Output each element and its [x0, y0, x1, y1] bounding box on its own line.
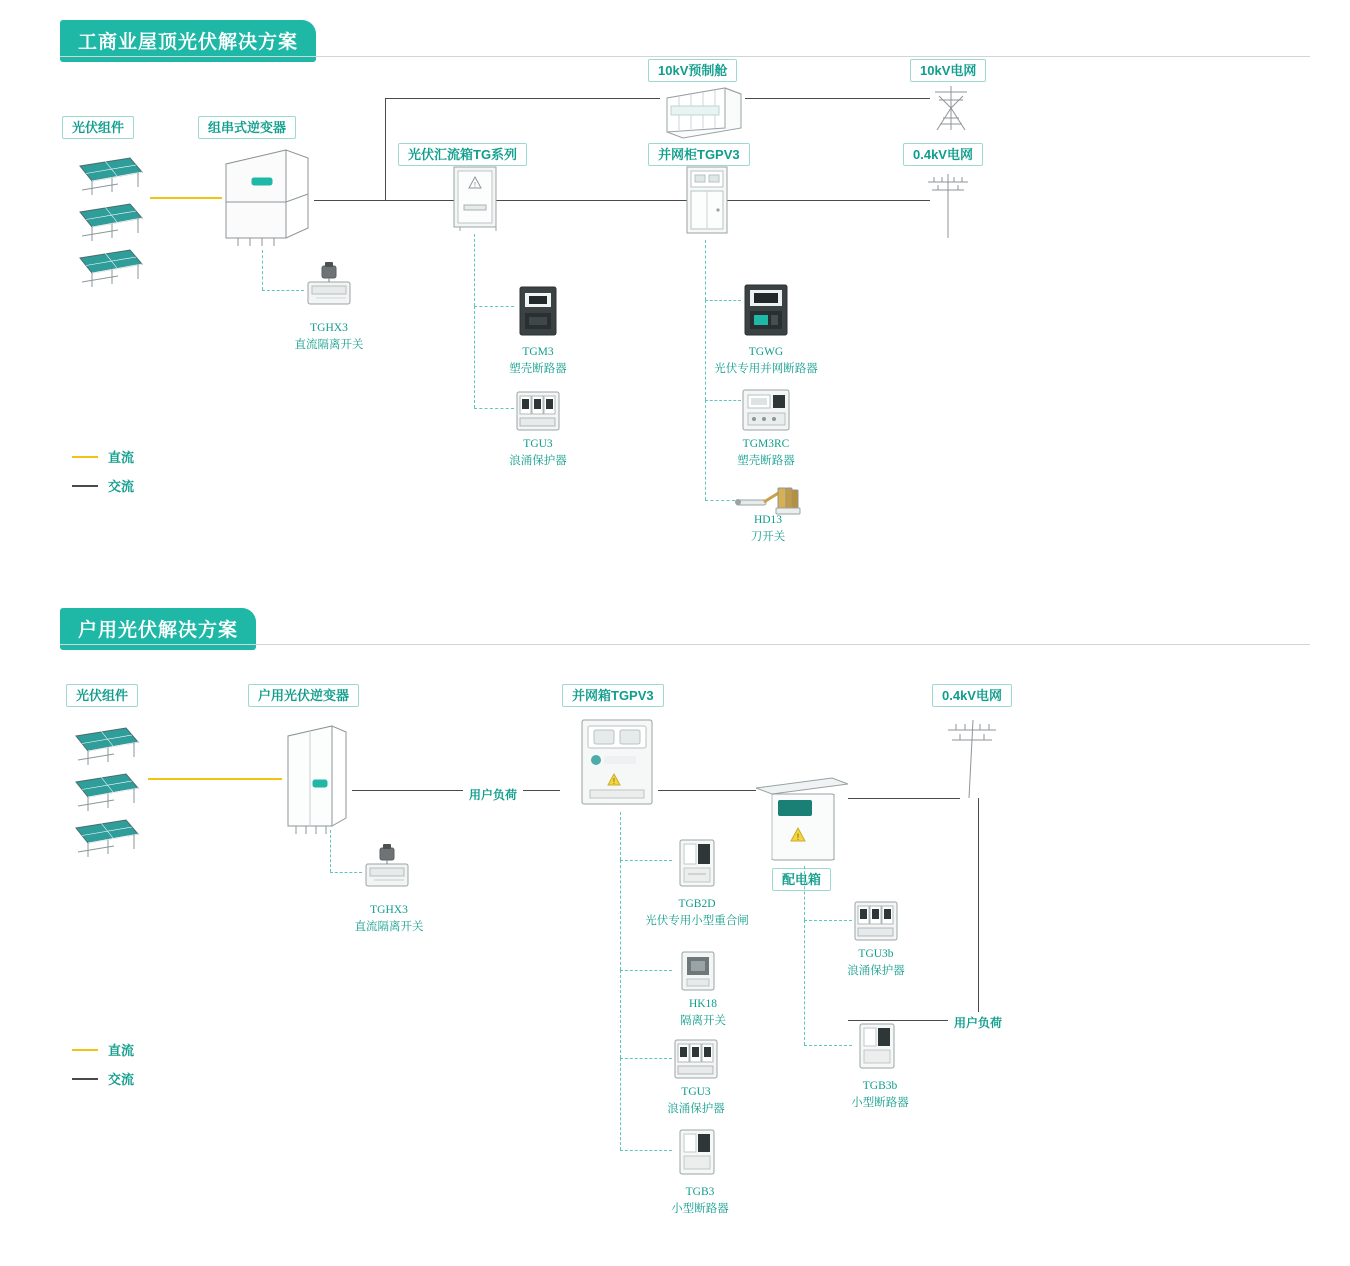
legend-swatch-dc-residential: [72, 1049, 98, 1051]
tag-pv-modules-residential: 光伏组件: [66, 684, 138, 707]
caption-tgm3rc: TGM3RC 塑壳断路器: [737, 438, 795, 467]
tag-distribution-box: 配电箱: [772, 868, 831, 891]
tag-grid-04kv-commercial: 0.4kV电网: [903, 143, 983, 166]
dash-cabinet-chain-v1: [705, 240, 706, 300]
device-tgu3-residential: [672, 1036, 720, 1084]
load-tag-right: 用户负荷: [948, 1012, 1008, 1033]
distribution-pole-04kv-commercial: [920, 168, 976, 240]
ac-line-inverter-gridbox: [352, 790, 560, 791]
legend-label-ac-commercial: 交流: [108, 479, 135, 494]
dc-line-pv-inverter-residential: [148, 778, 282, 780]
legend-label-ac-residential: 交流: [108, 1072, 135, 1087]
device-tgb3-lower: [676, 1128, 718, 1176]
legend-label-dc-residential: 直流: [108, 1043, 135, 1058]
device-tgu3-commercial: [514, 388, 562, 436]
grid-box-device: [580, 718, 658, 808]
dash-home-inverter-tghx3-h: [330, 872, 362, 873]
ac-line-cabin-to-10kv-grid: [745, 98, 930, 99]
distribution-pole-04kv-residential: [938, 712, 1008, 800]
ac-line-inverter-to-grid-cabinet: [314, 200, 714, 201]
legend-row-dc-residential: [72, 1040, 134, 1059]
tag-grid-cabinet: 并网柜TGPV3: [648, 143, 750, 166]
dash-cabinet-hd13-h: [705, 500, 735, 501]
dash-distribution-tgb3-h: [804, 1045, 852, 1046]
legend-row-ac-residential: [72, 1069, 134, 1088]
dash-gridbox-hk18-h: [620, 970, 672, 971]
dash-gridbox-tgb3-h: [620, 1150, 672, 1151]
dash-distribution-chain-v1: [804, 866, 805, 920]
dash-gridbox-chain-v4: [620, 1058, 621, 1150]
load-tag-left: 用户负荷: [463, 784, 523, 805]
legend-row-dc-commercial: [72, 447, 134, 466]
legend-swatch-dc-commercial: [72, 456, 98, 458]
caption-tghx3-commercial: TGHX3 直流隔离开关: [294, 322, 364, 351]
device-tgb3-distribution: [856, 1022, 898, 1070]
device-tgm3: [516, 285, 560, 337]
tag-home-inverter: 户用光伏逆变器: [248, 684, 359, 707]
legend-swatch-ac-residential: [72, 1078, 98, 1080]
ac-line-cabinet-to-04kv-grid: [725, 200, 930, 201]
tag-combiner-box: 光伏汇流箱TG系列: [398, 143, 527, 166]
combiner-box-device: [452, 165, 500, 233]
dash-combiner-chain-v: [474, 234, 475, 306]
dash-combiner-tgu3-h: [474, 408, 514, 409]
ac-line-gridbox-distribution: [658, 790, 756, 791]
tag-grid-10kv: 10kV电网: [910, 59, 986, 82]
tag-pv-modules-commercial: 光伏组件: [62, 116, 134, 139]
caption-tghx3-residential: TGHX3 直流隔离开关: [354, 904, 424, 933]
caption-tgb3-distribution: TGB3b 小型断路器: [851, 1080, 909, 1109]
svg-text:!: !: [612, 777, 616, 786]
caption-hd13: HD13 刀开关: [750, 514, 786, 543]
section-title-residential: 户用光伏解决方案: [60, 608, 256, 650]
tag-grid-box: 并网箱TGPV3: [562, 684, 664, 707]
home-inverter-device: [280, 718, 352, 836]
tag-grid-04kv-residential: 0.4kV电网: [932, 684, 1012, 707]
device-tgb2d: [676, 838, 718, 888]
ac-line-top-to-cabin: [385, 98, 660, 99]
caption-tgm3: TGM3 塑壳断路器: [509, 346, 567, 375]
legend-residential: [72, 1040, 134, 1098]
tag-prefab-cabin: 10kV预制舱: [648, 59, 737, 82]
dash-inverter-tghx3-h: [262, 290, 304, 291]
legend-swatch-ac-commercial: [72, 485, 98, 487]
dash-gridbox-chain-v3: [620, 970, 621, 1058]
section-title-commercial: 工商业屋顶光伏解决方案: [60, 20, 316, 62]
section-rule-residential: [60, 644, 1310, 645]
dash-cabinet-tgm3rc-h: [705, 400, 741, 401]
dc-line-pv-inverter-commercial: [150, 197, 222, 199]
caption-tgu3-distribution: TGU3b 浪涌保护器: [847, 948, 905, 977]
legend-commercial: [72, 447, 134, 505]
device-tgm3rc: [740, 388, 792, 432]
legend-row-ac-commercial: [72, 476, 134, 495]
device-tghx3-residential: [362, 842, 412, 894]
device-tgu3-distribution: [852, 898, 900, 946]
prefab-cabin-device: [663, 84, 745, 140]
grid-cabinet-device: [684, 165, 730, 237]
dash-inverter-tghx3-v: [262, 250, 263, 290]
legend-label-dc-commercial: 直流: [108, 450, 135, 465]
dash-gridbox-tgu3-h: [620, 1058, 672, 1059]
caption-tgwg: TGWG 光伏专用并网断路器: [714, 346, 818, 375]
dash-home-inverter-tghx3-v: [330, 830, 331, 872]
caption-tgb2d: TGB2D 光伏专用小型重合闸: [645, 898, 749, 927]
tag-string-inverter: 组串式逆变器: [198, 116, 296, 139]
caption-hk18: HK18 隔离开关: [680, 998, 726, 1027]
pv-array-commercial: [68, 150, 183, 290]
ac-line-load-right-v: [978, 798, 979, 1020]
dash-distribution-chain-v2: [804, 920, 805, 1045]
ac-riser-to-cabin-left: [385, 98, 386, 200]
caption-tgu3-residential: TGU3 浪涌保护器: [667, 1086, 725, 1115]
dash-cabinet-tgwg-h: [705, 300, 741, 301]
caption-tgb3-lower: TGB3 小型断路器: [671, 1186, 729, 1215]
distribution-box-device: [752, 770, 852, 866]
section-rule-commercial: [60, 56, 1310, 57]
pv-array-residential: [64, 720, 179, 860]
svg-text:!: !: [796, 832, 800, 842]
dash-combiner-tgm3-h: [474, 306, 514, 307]
device-hk18: [678, 950, 718, 992]
caption-tgu3-commercial: TGU3 浪涌保护器: [509, 438, 567, 467]
dash-distribution-tgu3-h: [804, 920, 852, 921]
svg-text:!: !: [474, 182, 476, 189]
device-tgwg: [742, 283, 790, 337]
device-tghx3-commercial: [304, 260, 354, 312]
transmission-tower-10kv: [925, 82, 977, 134]
dash-gridbox-tgb2d-h: [620, 860, 672, 861]
dash-gridbox-chain-v1: [620, 812, 621, 860]
string-inverter-device: [218, 140, 314, 250]
